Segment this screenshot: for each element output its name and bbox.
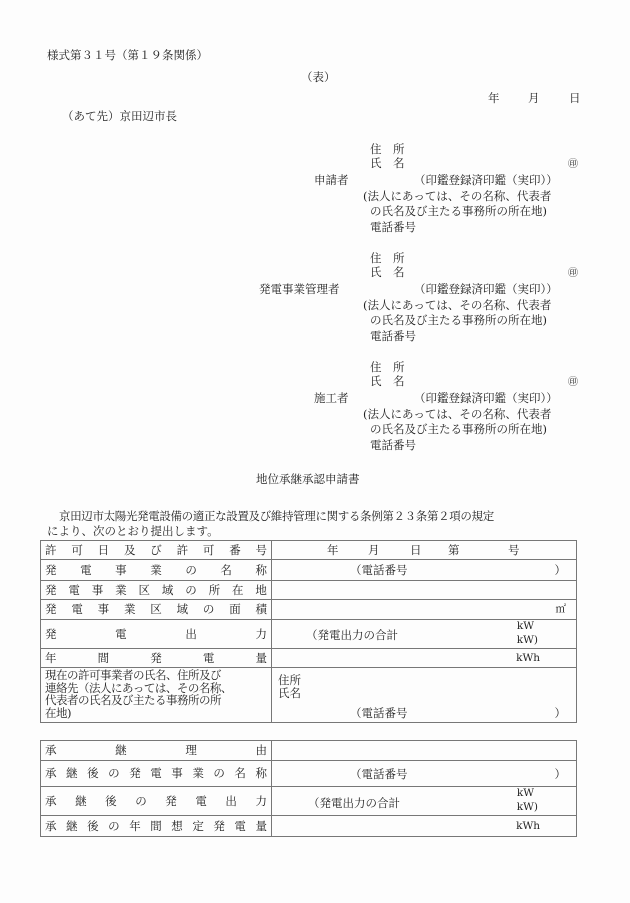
succession-table (40, 740, 577, 837)
label-char: 承 (45, 793, 57, 808)
name-label: 氏 名 (370, 156, 405, 170)
label-char: 在 (232, 582, 244, 597)
label-output (41, 620, 272, 649)
label-chars (45, 795, 267, 807)
phone-label: （電話番号 (350, 563, 408, 577)
phone-close: ） (554, 706, 566, 720)
seal-note: （印鑑登録済印鑑（実印）） (414, 391, 558, 405)
label-char: 継 (66, 818, 78, 833)
business-name-field[interactable] (272, 560, 577, 581)
permit-day: 日 (410, 543, 422, 557)
label-char: の (135, 793, 147, 808)
new-output-field[interactable] (272, 787, 577, 816)
current-holder-field[interactable] (272, 668, 577, 723)
label-char: 間 (150, 818, 162, 833)
row-new-output (41, 787, 577, 816)
label-char: の (213, 766, 225, 781)
label-char: 称 (255, 766, 267, 781)
row-annual (41, 649, 577, 668)
seal-icon: ㊞ (568, 159, 578, 170)
permit-go: 号 (508, 543, 520, 557)
label-char: 発 (45, 602, 57, 617)
new-annual-field[interactable] (272, 816, 577, 837)
label-char: 後 (87, 818, 99, 833)
label-area-size (41, 600, 272, 620)
label-char: の (185, 562, 197, 577)
unit-kw-total: kW) (516, 634, 538, 646)
label-current-holder (41, 668, 272, 723)
label-new-output (41, 787, 272, 816)
phone-label: 電話番号 (370, 220, 416, 234)
label-chars (45, 820, 267, 832)
phone-label: （電話番号 (350, 706, 408, 720)
label-char: 域 (161, 582, 174, 597)
label-annual (41, 649, 272, 668)
label-char: 発 (45, 562, 57, 577)
row-permit (41, 541, 577, 560)
corp-note-1: (法人にあっては、その名称、代表者 (363, 407, 552, 421)
label-chars (45, 603, 267, 615)
label-chars (45, 584, 267, 596)
area-size-field[interactable] (272, 600, 577, 620)
label-reason (41, 741, 272, 761)
label-char: 積 (255, 602, 267, 617)
phone-close: ） (554, 767, 566, 781)
label-char: 番 (229, 542, 241, 557)
label-char: 可 (202, 542, 215, 557)
output-total-label: （発電出力の合計 (308, 796, 400, 810)
label-char: 量 (255, 650, 267, 665)
address-label: 住 所 (370, 360, 405, 374)
name-label: 氏 名 (370, 374, 405, 388)
phone-label: 電話番号 (370, 329, 416, 343)
label-chars (45, 564, 267, 576)
label-char: 業 (115, 582, 127, 597)
label-char: 所 (208, 582, 221, 597)
label-chars (45, 628, 267, 640)
label-chars (45, 767, 267, 779)
label-char: 事 (91, 582, 104, 597)
label-char: 号 (255, 542, 267, 557)
seal-icon: ㊞ (568, 268, 578, 279)
permit-year: 年 (327, 543, 339, 557)
label-char: 承 (45, 818, 57, 833)
label-char: 地 (255, 582, 267, 597)
address-label: 住 所 (370, 251, 405, 265)
label-char: 後 (87, 766, 99, 781)
row-new-annual (41, 816, 577, 837)
date-day: 日 (569, 91, 581, 105)
label-char: 由 (255, 743, 267, 758)
new-name-field[interactable] (272, 761, 577, 787)
label-char: 称 (255, 562, 267, 577)
address-label: 住所 (278, 673, 301, 687)
unit-kwh: kWh (516, 820, 540, 832)
label-char: 電 (68, 582, 80, 597)
label-char: 事 (97, 602, 110, 617)
label-char: 発 (213, 818, 225, 833)
label-char: 区 (138, 582, 150, 597)
permit-month: 月 (368, 543, 380, 557)
label-char: 域 (176, 602, 189, 617)
label-line: 代表者の氏名及び主たる事務所の所 (45, 693, 221, 707)
label-char: 発 (150, 650, 162, 665)
address-label: 住 所 (370, 142, 405, 156)
label-char: 電 (115, 626, 127, 641)
label-char: 業 (150, 562, 162, 577)
label-char: 電 (234, 818, 246, 833)
label-char: 継 (75, 793, 87, 808)
annual-field[interactable] (272, 649, 577, 668)
label-char: 電 (80, 562, 92, 577)
label-char: 発 (45, 626, 57, 641)
label-char: 発 (129, 766, 141, 781)
label-line: 現在の許可事業者の氏名、住所及び (45, 668, 221, 682)
corp-note-2: の氏名及び主たる事務所の所在地) (370, 313, 547, 327)
area-location-field[interactable] (272, 581, 577, 600)
label-business-name (41, 560, 272, 581)
unit-kw: kW (516, 620, 534, 632)
intro-line-2: により、次のとおり提出します。 (47, 524, 219, 538)
party-role: 申請者 (314, 173, 349, 187)
label-char: 可 (71, 542, 83, 557)
label-char: 継 (66, 766, 78, 781)
label-char: 継 (115, 743, 127, 758)
label-char: 電 (202, 650, 215, 665)
row-new-name (41, 761, 577, 787)
label-char: び (150, 542, 162, 557)
document-title: 地位承継承認申請書 (256, 472, 360, 486)
row-area-location (41, 581, 577, 600)
label-new-name (41, 761, 272, 787)
label-char: 許 (45, 542, 57, 557)
row-current-holder (41, 668, 577, 723)
phone-label: 電話番号 (370, 438, 416, 452)
label-char: 業 (123, 602, 136, 617)
label-area-location (41, 581, 272, 600)
phone-label: （電話番号 (350, 767, 408, 781)
corp-note-2: の氏名及び主たる事務所の所在地) (370, 204, 547, 218)
label-char: 電 (150, 766, 162, 781)
label-line: 在地) (45, 705, 71, 720)
label-char: 区 (150, 602, 162, 617)
label-char: 想 (171, 818, 183, 833)
label-char: 力 (255, 793, 267, 808)
label-char: の (108, 766, 120, 781)
label-char: の (185, 582, 197, 597)
output-field[interactable] (272, 620, 577, 649)
name-label: 氏名 (278, 686, 301, 700)
label-chars (45, 544, 267, 556)
unit-sqm: ㎡ (555, 603, 566, 615)
unit-kw-total: kW) (516, 801, 538, 813)
addressee: （あて先）京田辺市長 (62, 109, 177, 123)
label-char: 量 (255, 818, 267, 833)
party-role: 発電事業管理者 (259, 282, 340, 296)
form-side: （表） (301, 70, 336, 84)
row-business-name (41, 560, 577, 581)
label-line: 連絡先（法人にあっては、その名称、 (45, 680, 232, 695)
row-reason (41, 741, 577, 761)
label-char: 年 (129, 818, 141, 833)
label-char: 日 (97, 542, 110, 557)
label-char: 事 (171, 766, 183, 781)
corp-note-2: の氏名及び主たる事務所の所在地) (370, 422, 547, 436)
label-char: 出 (225, 793, 237, 808)
label-chars (45, 652, 267, 664)
permit-dai: 第 (448, 543, 460, 557)
label-char: 許 (176, 542, 189, 557)
corp-note-1: (法人にあっては、その名称、代表者 (363, 298, 552, 312)
label-char: 及 (123, 542, 136, 557)
label-char: 面 (229, 602, 241, 617)
unit-kw: kW (516, 787, 534, 799)
label-char: 名 (234, 766, 246, 781)
label-char: 事 (115, 562, 127, 577)
intro-line-1: 京田辺市太陽光発電設備の適正な設置及び維持管理に関する条例第２３条第２項の規定 (59, 509, 494, 523)
label-char: 理 (185, 743, 197, 758)
name-label: 氏 名 (370, 265, 405, 279)
seal-note: （印鑑登録済印鑑（実印）） (414, 173, 558, 187)
label-char: 電 (195, 793, 207, 808)
row-output (41, 620, 577, 649)
unit-kwh: kWh (516, 652, 540, 664)
label-char: 発 (45, 582, 57, 597)
label-char: 力 (255, 626, 267, 641)
application-table (40, 540, 577, 723)
output-total-label: （発電出力の合計 (306, 628, 398, 642)
seal-note: （印鑑登録済印鑑（実印）） (414, 282, 558, 296)
label-char: 出 (185, 626, 197, 641)
label-char: の (202, 602, 215, 617)
form-number: 様式第３１号（第１９条関係） (47, 48, 208, 62)
label-permit (41, 541, 272, 560)
party-role: 施工者 (314, 391, 349, 405)
label-char: 電 (71, 602, 83, 617)
label-char: 定 (192, 818, 204, 833)
label-char: 名 (220, 562, 232, 577)
label-char: の (108, 818, 120, 833)
label-char: 年 (45, 650, 57, 665)
phone-close: ） (554, 563, 566, 577)
label-char: 業 (192, 766, 204, 781)
permit-field[interactable] (272, 541, 577, 560)
label-char: 後 (105, 793, 117, 808)
corp-note-1: (法人にあっては、その名称、代表者 (363, 189, 552, 203)
label-char: 承 (45, 743, 57, 758)
label-char: 承 (45, 766, 57, 781)
label-new-annual (41, 816, 272, 837)
label-char: 発 (165, 793, 177, 808)
reason-field[interactable] (272, 741, 577, 761)
row-area-size (41, 600, 577, 620)
seal-icon: ㊞ (568, 377, 578, 388)
label-chars (45, 744, 267, 756)
date-month: 月 (528, 91, 540, 105)
label-char: 間 (97, 650, 110, 665)
date-year: 年 (488, 91, 500, 105)
